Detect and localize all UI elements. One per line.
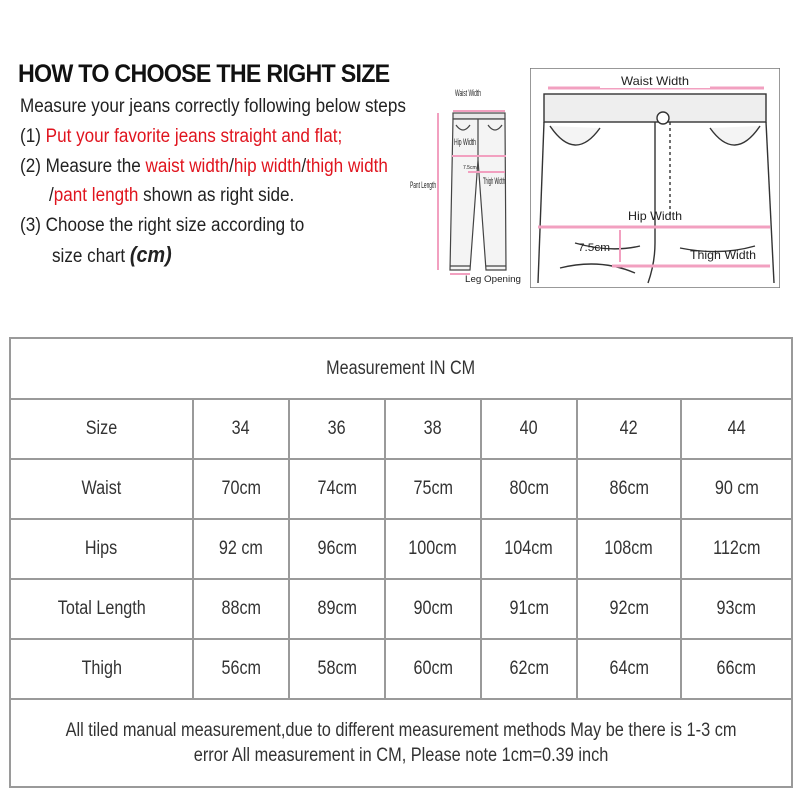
table-cell xyxy=(681,579,792,639)
cell-value: 100cm xyxy=(408,538,458,559)
step-1 xyxy=(20,126,342,148)
table-note xyxy=(10,699,792,787)
jeans-small-diagram xyxy=(408,80,528,290)
size-chart-table xyxy=(9,337,793,788)
cell-value: 104cm xyxy=(504,538,554,559)
cell-value: 64cm xyxy=(609,658,649,679)
table-cell xyxy=(385,639,481,699)
cell-value: 92 cm xyxy=(219,538,263,559)
table-cell xyxy=(481,519,577,579)
separator: / xyxy=(49,185,54,206)
thigh-width-label: thigh width xyxy=(306,156,388,177)
table-header-cell xyxy=(385,399,481,459)
step-3-size-chart: size chart xyxy=(52,246,126,267)
cell-value: 66cm xyxy=(716,658,757,679)
small-hip-label: Hip Width xyxy=(454,137,476,147)
table-cell xyxy=(577,639,681,699)
closeup-thigh-label: Thigh Width xyxy=(690,248,756,262)
table-caption xyxy=(10,338,792,399)
page-title: HOW TO CHOOSE THE RIGHT SIZE xyxy=(18,60,390,88)
pant-length-label: pant length xyxy=(53,185,139,206)
cell-value: 58cm xyxy=(317,658,357,679)
table-cell xyxy=(681,639,792,699)
table-cell xyxy=(193,519,289,579)
cell-value: 60cm xyxy=(413,658,453,679)
closeup-waist-label: Waist Width xyxy=(621,74,689,88)
table-row-hips xyxy=(10,519,792,579)
cell-value: 89cm xyxy=(317,598,357,619)
row-label: Waist xyxy=(81,478,122,499)
table-header-cell xyxy=(577,399,681,459)
table-cell xyxy=(481,639,577,699)
cell-value: 108cm xyxy=(604,538,654,559)
separator: / xyxy=(301,156,307,177)
row-label: Thigh xyxy=(81,658,122,679)
hip-width-label: hip width xyxy=(233,156,302,177)
step-2-prefix: Measure the xyxy=(45,156,141,177)
table-cell xyxy=(577,579,681,639)
cell-value: 86cm xyxy=(609,478,649,499)
table-cell xyxy=(10,459,193,519)
table-cell xyxy=(385,459,481,519)
small-leg-opening-label: Leg Opening xyxy=(465,274,521,284)
table-cell xyxy=(193,639,289,699)
table-cell xyxy=(10,519,193,579)
table-cell xyxy=(10,579,193,639)
waist-width-label: waist width xyxy=(145,156,230,177)
table-cell xyxy=(681,459,792,519)
table-cell xyxy=(289,519,385,579)
table-note-text: All tiled manual measurement,due to different measurement methods May be there is 1-3 cm error All measurement in CM, Please note 1cm=0.39 inch xyxy=(65,720,737,766)
cell-value: 90cm xyxy=(413,598,453,619)
table-header-cell xyxy=(289,399,385,459)
table-row-waist xyxy=(10,459,792,519)
cell-value: 56cm xyxy=(221,658,261,679)
cell-value: 74cm xyxy=(317,478,357,499)
step-3-line-2 xyxy=(52,242,172,268)
table-cell xyxy=(681,519,792,579)
step-number: (3) xyxy=(20,215,41,236)
step-2 xyxy=(20,156,388,178)
closeup-hip-label: Hip Width xyxy=(628,209,682,223)
cell-value: 75cm xyxy=(413,478,453,499)
row-label: Hips xyxy=(85,538,118,559)
cell-value: 112cm xyxy=(712,538,761,559)
header-44: 44 xyxy=(727,418,746,439)
table-cell xyxy=(193,579,289,639)
table-row-total-length xyxy=(10,579,792,639)
cell-value: 80cm xyxy=(509,478,549,499)
small-measure-label: 7.5cm xyxy=(463,165,477,171)
separator: / xyxy=(229,156,234,177)
table-cell xyxy=(289,639,385,699)
table-cell xyxy=(289,459,385,519)
table-header-row xyxy=(10,399,792,459)
small-thigh-label: Thigh Width xyxy=(483,176,505,186)
header-42: 42 xyxy=(620,418,638,439)
table-caption-row xyxy=(10,338,792,399)
cell-value: 93cm xyxy=(716,598,757,619)
header-34: 34 xyxy=(232,418,250,439)
jeans-large-diagram xyxy=(530,68,780,288)
cell-value: 91cm xyxy=(509,598,549,619)
table-note-row xyxy=(10,699,792,787)
unit-cm: (cm) xyxy=(129,242,172,267)
step-number: (1) xyxy=(20,126,41,147)
header-40: 40 xyxy=(520,418,538,439)
table-header-cell xyxy=(10,399,193,459)
step-number: (2) xyxy=(20,156,41,177)
cell-value: 62cm xyxy=(509,658,549,679)
table-cell xyxy=(577,459,681,519)
header-36: 36 xyxy=(328,418,346,439)
small-pant-length-label: Pant Length xyxy=(410,180,436,190)
step-1-text: Put your favorite jeans straight and flat; xyxy=(45,126,343,147)
table-cell xyxy=(10,639,193,699)
table-cell xyxy=(193,459,289,519)
cell-value: 90 cm xyxy=(714,478,759,499)
header-size: Size xyxy=(85,418,118,439)
cell-value: 92cm xyxy=(609,598,649,619)
table-caption-text: Measurement IN CM xyxy=(326,357,476,379)
table-header-cell xyxy=(481,399,577,459)
step-3-text: Choose the right size according to xyxy=(45,215,305,236)
row-label: Total Length xyxy=(57,598,146,619)
intro-text: Measure your jeans correctly following below steps xyxy=(20,96,406,117)
table-header-cell xyxy=(193,399,289,459)
table-cell xyxy=(577,519,681,579)
table-cell xyxy=(289,579,385,639)
cell-value: 88cm xyxy=(221,598,261,619)
table-cell xyxy=(385,519,481,579)
cell-value: 70cm xyxy=(221,478,261,499)
step-2-suffix: shown as right side. xyxy=(143,185,295,206)
closeup-measure-label: 7.5cm xyxy=(578,242,610,254)
table-row-thigh xyxy=(10,639,792,699)
table-cell xyxy=(481,459,577,519)
table-cell xyxy=(385,579,481,639)
step-2-line-2 xyxy=(49,185,294,207)
cell-value: 96cm xyxy=(317,538,357,559)
step-3 xyxy=(20,215,304,237)
small-waist-label: Waist Width xyxy=(455,88,481,98)
header-38: 38 xyxy=(424,418,442,439)
table-header-cell xyxy=(681,399,792,459)
table-cell xyxy=(481,579,577,639)
